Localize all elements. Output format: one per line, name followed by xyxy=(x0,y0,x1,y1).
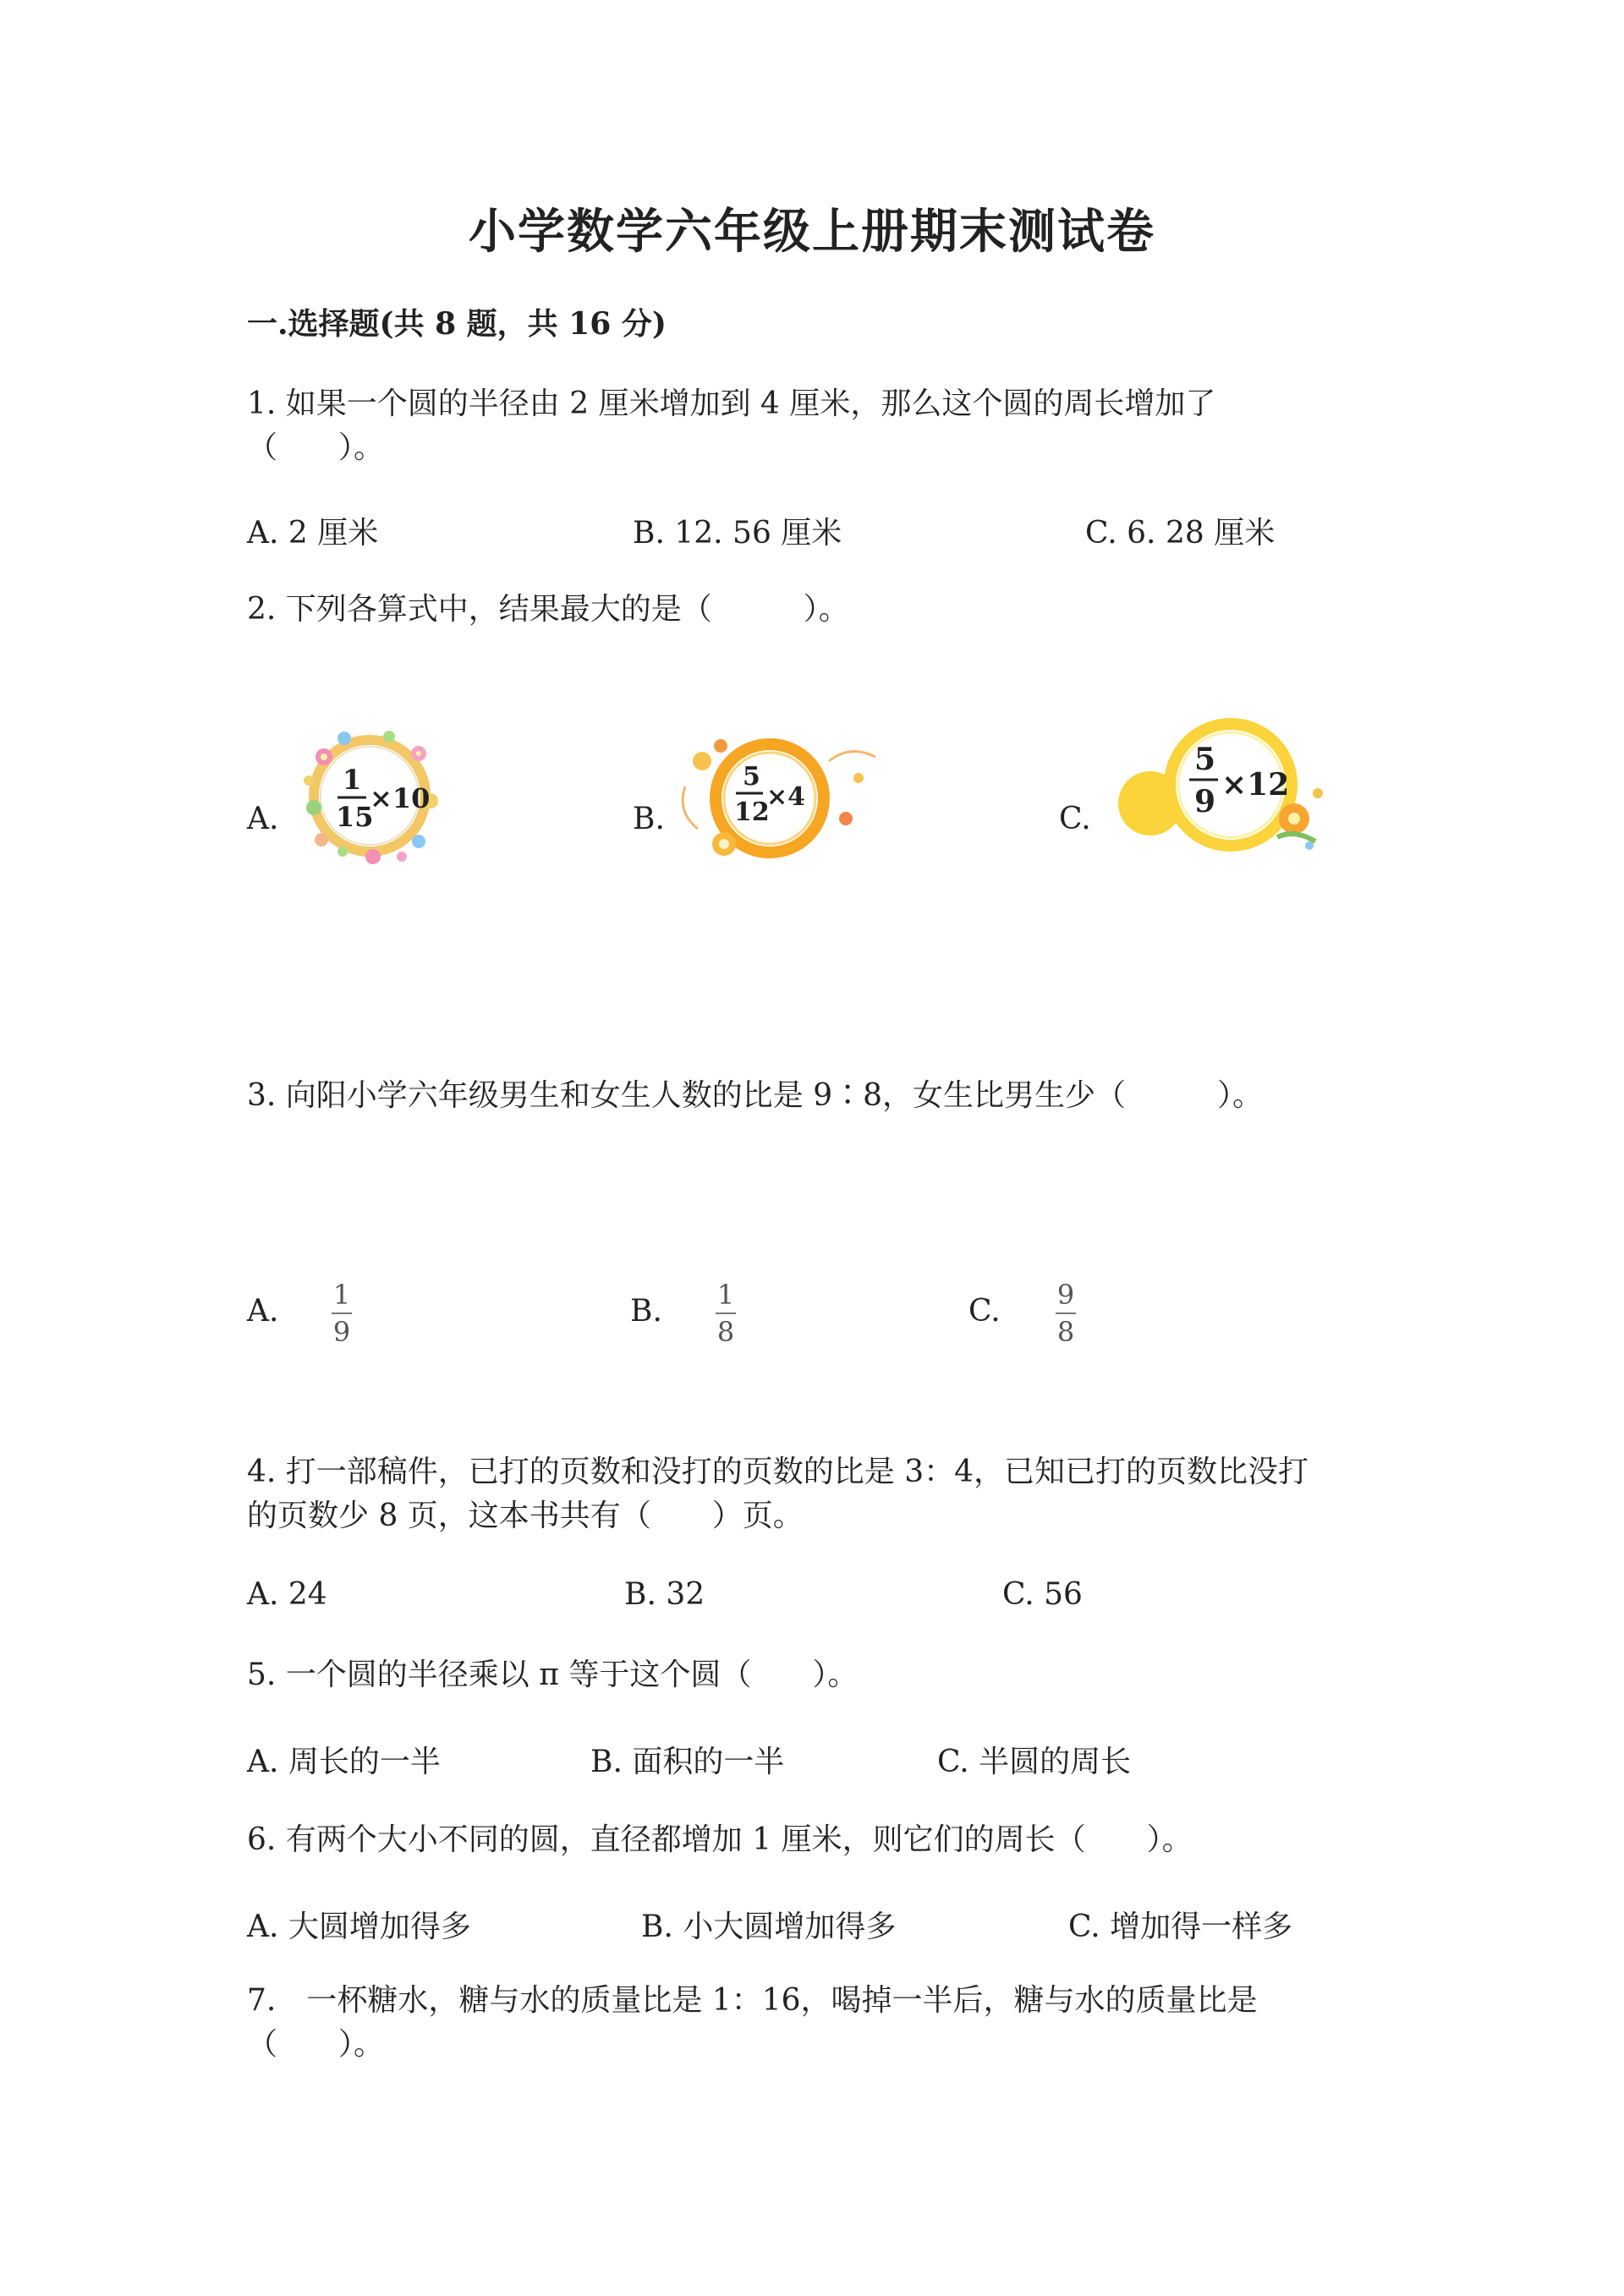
fraction-numerator: 5 xyxy=(1194,742,1216,777)
question-line: 1. 如果一个圆的半径由 2 厘米增加到 4 厘米，那么这个圆的周长增加了 xyxy=(247,386,1216,421)
fraction-numerator: 9 xyxy=(1056,1279,1075,1311)
question-1-text xyxy=(247,382,1215,470)
fraction-denominator: 9 xyxy=(332,1316,351,1348)
question-line: 4. 打一部稿件，已打的页数和没打的页数的比是 3：4，已知已打的页数比没打 xyxy=(247,1455,1309,1489)
fraction-one-eighth xyxy=(716,1279,736,1348)
fraction-nine-eighths xyxy=(1056,1279,1076,1348)
q2-option-c[interactable]: C. xyxy=(1059,802,1091,836)
fraction-denominator: 9 xyxy=(1194,784,1216,819)
fraction-denominator: 12 xyxy=(734,797,770,827)
fraction-denominator: 15 xyxy=(336,801,374,833)
orange-ring-icon[interactable] xyxy=(668,727,888,867)
q5-option-a[interactable]: A. 周长的一半 xyxy=(247,1745,441,1779)
question-6-text: 6. 有两个大小不同的圆，直径都增加 1 厘米，则它们的周长（ ）。 xyxy=(247,1822,1193,1857)
question-3-text: 3. 向阳小学六年级男生和女生人数的比是 9∶8，女生比男生少（ ）。 xyxy=(247,1078,1264,1113)
question-2-text: 2. 下列各算式中，结果最大的是（ ）。 xyxy=(247,592,849,627)
q6-option-c[interactable]: C. 增加得一样多 xyxy=(1068,1910,1293,1944)
question-line: （ ）。 xyxy=(247,430,385,465)
fraction-denominator: 8 xyxy=(1056,1316,1075,1348)
q1-option-c[interactable]: C. 6. 28 厘米 xyxy=(1085,516,1276,551)
flower-ring-icon[interactable] xyxy=(292,723,453,867)
q4-option-b[interactable]: B. 32 xyxy=(624,1577,705,1612)
question-5-text: 5. 一个圆的半径乘以 π 等于这个圆（ ）。 xyxy=(247,1658,859,1692)
question-line: 的页数少 8 页，这本书共有（ ）页。 xyxy=(247,1499,804,1533)
fraction-numerator: 1 xyxy=(716,1279,735,1311)
q3-option-c[interactable]: C. xyxy=(968,1294,1001,1329)
q6-option-a[interactable]: A. 大圆增加得多 xyxy=(247,1910,471,1944)
fraction-one-ninth xyxy=(332,1279,352,1348)
fraction-numerator: 1 xyxy=(343,764,362,796)
q2-option-b[interactable]: B. xyxy=(633,802,665,836)
question-line: 7. 一杯糖水，糖与水的质量比是 1：16，喝掉一半后，糖与水的质量比是 xyxy=(247,1983,1258,2018)
fraction-bar xyxy=(716,1312,736,1314)
page-title: 小学数学六年级上册期末测试卷 xyxy=(469,204,1155,260)
q3-option-a[interactable]: A. xyxy=(247,1294,279,1329)
fraction-bar xyxy=(1056,1312,1076,1314)
fraction-numerator: 1 xyxy=(332,1279,351,1311)
q3-option-b[interactable]: B. xyxy=(630,1294,662,1329)
q5-option-c[interactable]: C. 半圆的周长 xyxy=(937,1745,1132,1779)
section-heading: 一.选择题(共 8 题，共 16 分) xyxy=(247,306,667,342)
q4-option-c[interactable]: C. 56 xyxy=(1002,1577,1083,1612)
multiplier: ×4 xyxy=(766,782,806,812)
q1-option-a[interactable]: A. 2 厘米 xyxy=(247,516,379,551)
q6-option-b[interactable]: B. 小大圆增加得多 xyxy=(641,1910,897,1944)
fraction-numerator: 5 xyxy=(743,762,760,792)
multiplier: ×12 xyxy=(1221,767,1290,803)
q1-option-b[interactable]: B. 12. 56 厘米 xyxy=(633,516,842,551)
question-line: （ ）。 xyxy=(247,2027,385,2062)
question-4-text xyxy=(247,1450,1309,1538)
q4-option-a[interactable]: A. 24 xyxy=(247,1577,327,1612)
q5-option-b[interactable]: B. 面积的一半 xyxy=(590,1745,785,1779)
q2-option-a[interactable]: A. xyxy=(247,802,279,836)
question-7-text xyxy=(247,1979,1258,2067)
multiplier: ×10 xyxy=(370,782,431,814)
fraction-denominator: 8 xyxy=(716,1316,735,1348)
yellow-ring-icon[interactable] xyxy=(1116,710,1336,867)
fraction-bar xyxy=(332,1312,352,1314)
